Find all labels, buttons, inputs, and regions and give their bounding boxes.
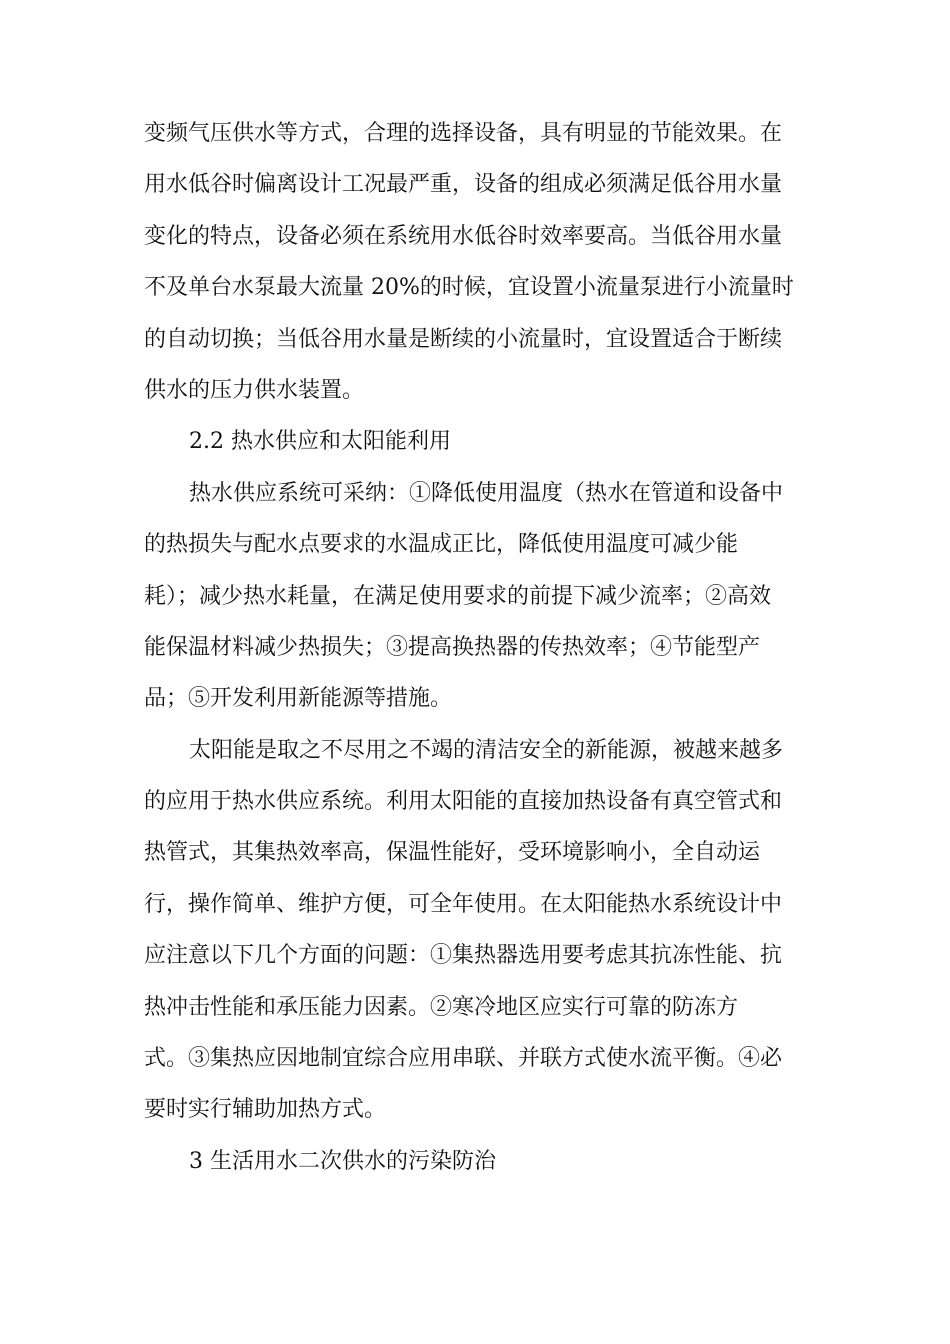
paragraph-line: 的自动切换；当低谷用水量是断续的小流量时，宜设置适合于断续 <box>144 326 783 352</box>
paragraph-line: 品；⑤开发利用新能源等措施。 <box>144 686 453 712</box>
paragraph-line: 应注意以下几个方面的问题：①集热器选用要考虑其抗冻性能、抗 <box>144 943 783 969</box>
paragraph-first-line: 太阳能是取之不尽用之不竭的清洁安全的新能源，被越来越多 <box>189 737 784 763</box>
paragraph-line: 耗）；减少热水耗量，在满足使用要求的前提下减少流率；②高效 <box>144 583 772 609</box>
paragraph-first-line: 热水供应系统可采纳：①降低使用温度（热水在管道和设备中 <box>189 480 784 506</box>
paragraph-line: 的应用于热水供应系统。利用太阳能的直接加热设备有真空管式和 <box>144 789 783 815</box>
paragraph-line: 要时实行辅助加热方式。 <box>144 1097 387 1123</box>
paragraph-line: 热冲击性能和承压能力因素。②寒冷地区应实行可靠的防冻方 <box>144 994 739 1020</box>
paragraph-line: 的热损失与配水点要求的水温成正比，降低使用温度可减少能 <box>144 532 739 558</box>
paragraph-line: 能保温材料减少热损失；③提高换热器的传热效率；④节能型产 <box>144 634 761 660</box>
paragraph-line: 用水低谷时偏离设计工况最严重，设备的组成必须满足低谷用水量 <box>144 172 783 198</box>
document-body <box>144 108 804 1187</box>
paragraph-line: 不及单台水泵最大流量 20%的时候，宜设置小流量泵进行小流量时 <box>144 275 794 301</box>
paragraph-line: 式。③集热应因地制宜综合应用串联、并联方式使水流平衡。④必 <box>144 1046 783 1072</box>
paragraph-first-line: 2.2 热水供应和太阳能利用 <box>189 429 451 455</box>
paragraph-line: 变化的特点，设备必须在系统用水低谷时效率要高。当低谷用水量 <box>144 223 783 249</box>
paragraph-line: 行，操作简单、维护方便，可全年使用。在太阳能热水系统设计中 <box>144 891 783 917</box>
paragraph-first-line: 3 生活用水二次供水的污染防治 <box>189 1148 496 1174</box>
paragraph-line: 热管式，其集热效率高，保温性能好，受环境影响小，全自动运 <box>144 840 761 866</box>
paragraph-line: 供水的压力供水装置。 <box>144 377 365 403</box>
paragraph-line: 变频气压供水等方式，合理的选择设备，具有明显的节能效果。在 <box>144 121 783 146</box>
